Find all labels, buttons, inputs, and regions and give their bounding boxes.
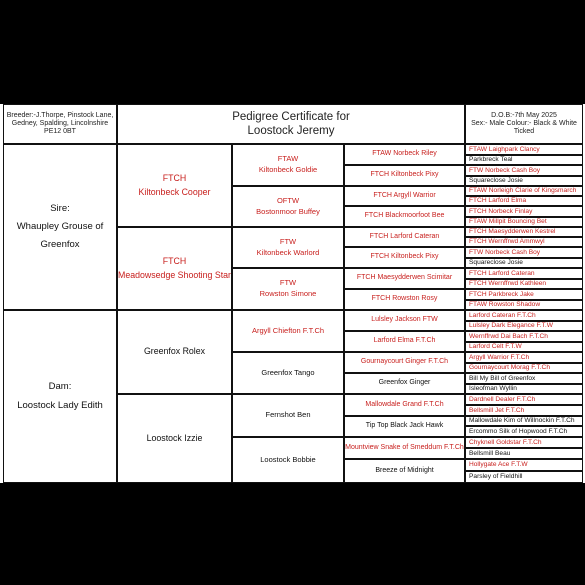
gen5-cell-7	[465, 206, 583, 217]
gen5-name-5: FTAW Norleigh Clarie of Kingsmarch	[469, 187, 577, 195]
sire-dam-title: FTCH	[162, 256, 187, 267]
gen3-cell-8	[232, 437, 344, 483]
gen5-name-15: FTCH Parkbreck Jake	[469, 290, 534, 298]
gen5-name-16: FTAW Rowston Shadow	[469, 301, 541, 309]
breeder-info	[3, 104, 117, 144]
gen3-title-3: FTW	[279, 236, 297, 246]
gen3-title-2: OFTW	[276, 195, 300, 205]
gen4-cell-9	[344, 310, 465, 331]
gen5-cell-21	[465, 352, 583, 363]
gen5-cell-2	[465, 155, 583, 165]
gen4-cell-4	[344, 206, 465, 227]
gen5-name-29: Chyknell Goldstar F.T.Ch	[469, 438, 542, 446]
gen4-name-16: Breeze of Midnight	[375, 466, 434, 474]
gen5-name-6: FTCH Larford Elma	[469, 197, 527, 205]
gen5-name-14: FTCH Wernffrwd Kathleen	[469, 280, 547, 288]
gen5-name-22: Gournaycourt Morag F.T.Ch	[469, 364, 550, 372]
gen4-name-11: Gournaycourt Ginger F.T.Ch	[360, 358, 449, 366]
gen5-cell-6	[465, 196, 583, 206]
gen5-cell-18	[465, 321, 583, 331]
gen5-cell-10	[465, 237, 583, 247]
gen4-name-3: FTCH Argyll Warrior	[373, 191, 436, 199]
gen5-name-8: FTAW Millpit Bouncing Bet	[469, 218, 547, 226]
gen4-cell-6	[344, 247, 465, 268]
gen4-name-12: Greenfox Ginger	[378, 379, 431, 387]
gen5-cell-22	[465, 363, 583, 373]
gen3-title-1: FTAW	[277, 154, 299, 164]
gen5-cell-19	[465, 331, 583, 342]
dam-sire-name: Greenfox Rolex	[143, 346, 206, 357]
gen3-name-1: Kiltonbeck Goldie	[258, 165, 318, 174]
gen4-cell-16	[344, 459, 465, 483]
gen4-cell-5	[344, 227, 465, 247]
sire-name: Whaupley Grouse of Greenfox	[16, 220, 104, 251]
gen5-cell-13	[465, 268, 583, 279]
gen5-cell-15	[465, 289, 583, 300]
gen5-name-9: FTCH Maesydderwen Kestrel	[469, 228, 556, 236]
gen5-cell-24	[465, 384, 583, 394]
gen5-cell-25	[465, 394, 583, 405]
ticked-text: Ticked	[513, 127, 535, 135]
gen3-cell-1	[232, 144, 344, 186]
gen5-cell-20	[465, 342, 583, 352]
gen5-name-18: Lulsley Dark Elegance F.T.W	[469, 322, 553, 330]
gen3-name-3: Kiltonbeck Warlord	[256, 247, 320, 257]
gen5-name-3: FTW Norbeck Cash Boy	[469, 166, 541, 174]
gen3-cell-3	[232, 227, 344, 268]
breeder-text: Breeder:-J.Thorpe, Pinstock Lane, Gedney, Spalding, Lincolnshire PE12 0BT	[6, 112, 114, 135]
gen4-cell-1	[344, 144, 465, 165]
sire-cell	[3, 144, 117, 310]
gen3-title-4: FTW	[279, 278, 297, 288]
gen4-name-15: Mountview Snake of Smeddum F.T.Ch	[345, 443, 464, 451]
gen4-cell-12	[344, 373, 465, 394]
certificate-title	[117, 104, 465, 144]
gen5-cell-27	[465, 416, 583, 426]
gen4-name-2: FTCH Kiltonbeck Pixy	[370, 171, 439, 179]
gen4-name-4: FTCH Blackmoorfoot Bee	[364, 212, 445, 220]
gen4-name-14: Tip Top Black Jack Hawk	[365, 422, 444, 430]
gen5-name-28: Ercommo Silk of Hopwood F.T.Ch	[469, 427, 568, 435]
gen5-cell-3	[465, 165, 583, 176]
gen4-cell-3	[344, 186, 465, 206]
gen5-cell-5	[465, 186, 583, 196]
sex-colour-text: Sex:- Male Colour:- Black & White	[471, 120, 577, 128]
gen5-cell-31	[465, 459, 583, 471]
gen5-name-25: Dardnell Dealer F.T.Ch	[469, 395, 536, 403]
gen3-cell-4	[232, 268, 344, 310]
gen5-cell-29	[465, 437, 583, 448]
gen4-cell-15	[344, 437, 465, 459]
gen5-name-11: FTW Norbeck Cash Boy	[469, 248, 541, 256]
gen4-cell-14	[344, 416, 465, 437]
gen4-cell-8	[344, 289, 465, 310]
gen5-cell-23	[465, 373, 583, 384]
gen4-cell-11	[344, 352, 465, 373]
gen4-name-5: FTCH Larford Cateran	[369, 232, 440, 240]
gen5-name-21: Argyll Warrior F.T.Ch	[469, 353, 530, 361]
dam-dam-cell	[117, 394, 232, 483]
gen5-cell-32	[465, 471, 583, 483]
gen4-name-9: Lulsley Jackson FTW	[371, 316, 438, 324]
gen5-name-23: Bill My Bill of Greenfox	[469, 374, 536, 382]
gen5-cell-28	[465, 426, 583, 437]
gen5-name-7: FTCH Norbeck Finlay	[469, 207, 533, 215]
gen5-cell-4	[465, 176, 583, 186]
gen5-name-12: Squareclose Josie	[469, 259, 523, 267]
gen5-name-2: Parkbreck Teal	[469, 156, 513, 164]
gen5-name-30: Bellsmill Beau	[469, 449, 511, 457]
gen4-name-10: Larford Elma F.T.Ch	[373, 337, 436, 345]
gen4-cell-13	[344, 394, 465, 416]
dam-dam-name: Loostock Izzie	[146, 432, 203, 443]
gen5-name-13: FTCH Larford Cateran	[469, 269, 535, 277]
gen4-cell-2	[344, 165, 465, 186]
sire-label: Sire:	[50, 202, 70, 214]
gen5-cell-8	[465, 217, 583, 227]
gen4-name-6: FTCH Kiltonbeck Pixy	[370, 253, 439, 261]
gen3-cell-5	[232, 310, 344, 352]
gen5-cell-17	[465, 310, 583, 321]
dam-cell	[3, 310, 117, 483]
gen5-cell-12	[465, 258, 583, 268]
sire-dam-name: Meadowsedge Shooting Star	[118, 269, 231, 280]
gen5-name-10: FTCH Wernffrwd Ammwyl	[469, 238, 545, 246]
gen4-name-8: FTCH Rowston Rosy	[371, 295, 438, 303]
gen3-name-2: Bostonmoor Buffey	[256, 206, 320, 216]
gen3-name-4: Rowston Simone	[259, 289, 317, 298]
sire-sire-title: FTCH	[162, 173, 187, 184]
gen5-name-32: Parsley of Fieldhill	[469, 473, 523, 481]
dog-name: Loostock Jeremy	[247, 125, 335, 137]
gen5-name-4: Squareclose Josie	[469, 177, 523, 185]
gen4-cell-7	[344, 268, 465, 289]
sire-sire-cell	[117, 144, 232, 227]
gen5-cell-9	[465, 227, 583, 237]
gen3-name-5: Argyll Chiefton F.T.Ch	[251, 325, 325, 335]
gen5-name-24: Isleofman Wyllin	[469, 385, 517, 393]
sire-dam-cell	[117, 227, 232, 310]
gen4-name-7: FTCH Maesydderwen Scimitar	[356, 274, 453, 282]
gen5-cell-16	[465, 300, 583, 310]
gen5-name-17: Larford Cateran F.T.Ch	[469, 311, 536, 319]
gen5-name-1: FTAW Laighpark Clancy	[469, 145, 540, 153]
gen5-cell-11	[465, 247, 583, 258]
gen5-name-19: Wernffrwd Dai Bach F.T.Ch	[469, 332, 548, 340]
gen5-cell-14	[465, 279, 583, 289]
dog-details	[465, 104, 583, 144]
gen5-cell-26	[465, 405, 583, 416]
gen5-name-27: Mallowdale Kim of Willnockin F.T.Ch	[469, 417, 575, 425]
pedigree-certificate	[0, 104, 585, 483]
sire-sire-name: Kiltonbeck Cooper	[138, 186, 211, 197]
gen5-name-26: Bellsmill Jet F.T.Ch	[469, 406, 525, 414]
dob-text: D.O.B:-7th May 2025	[491, 112, 557, 120]
dam-sire-cell	[117, 310, 232, 394]
gen5-cell-30	[465, 448, 583, 459]
dam-name: Loostock Lady Edith	[17, 399, 103, 411]
gen5-name-31: Hollygate Ace F.T.W	[469, 461, 528, 469]
gen3-cell-6	[232, 352, 344, 394]
gen5-name-20: Larford Celt F.T.W	[469, 343, 522, 351]
gen4-cell-10	[344, 331, 465, 352]
gen3-name-7: Fernshot Ben	[265, 410, 311, 420]
gen3-name-6: Greenfox Tango	[261, 367, 315, 377]
gen4-name-1: FTAW Norbeck Riley	[372, 150, 437, 158]
gen5-cell-1	[465, 144, 583, 155]
dam-label: Dam:	[48, 381, 72, 393]
title-line-1: Pedigree Certificate for	[232, 110, 350, 123]
gen4-name-13: Mallowdale Grand F.T.Ch	[365, 400, 444, 408]
gen3-cell-2	[232, 186, 344, 227]
gen3-name-8: Loostock Bobbie	[260, 454, 316, 464]
gen3-cell-7	[232, 394, 344, 437]
